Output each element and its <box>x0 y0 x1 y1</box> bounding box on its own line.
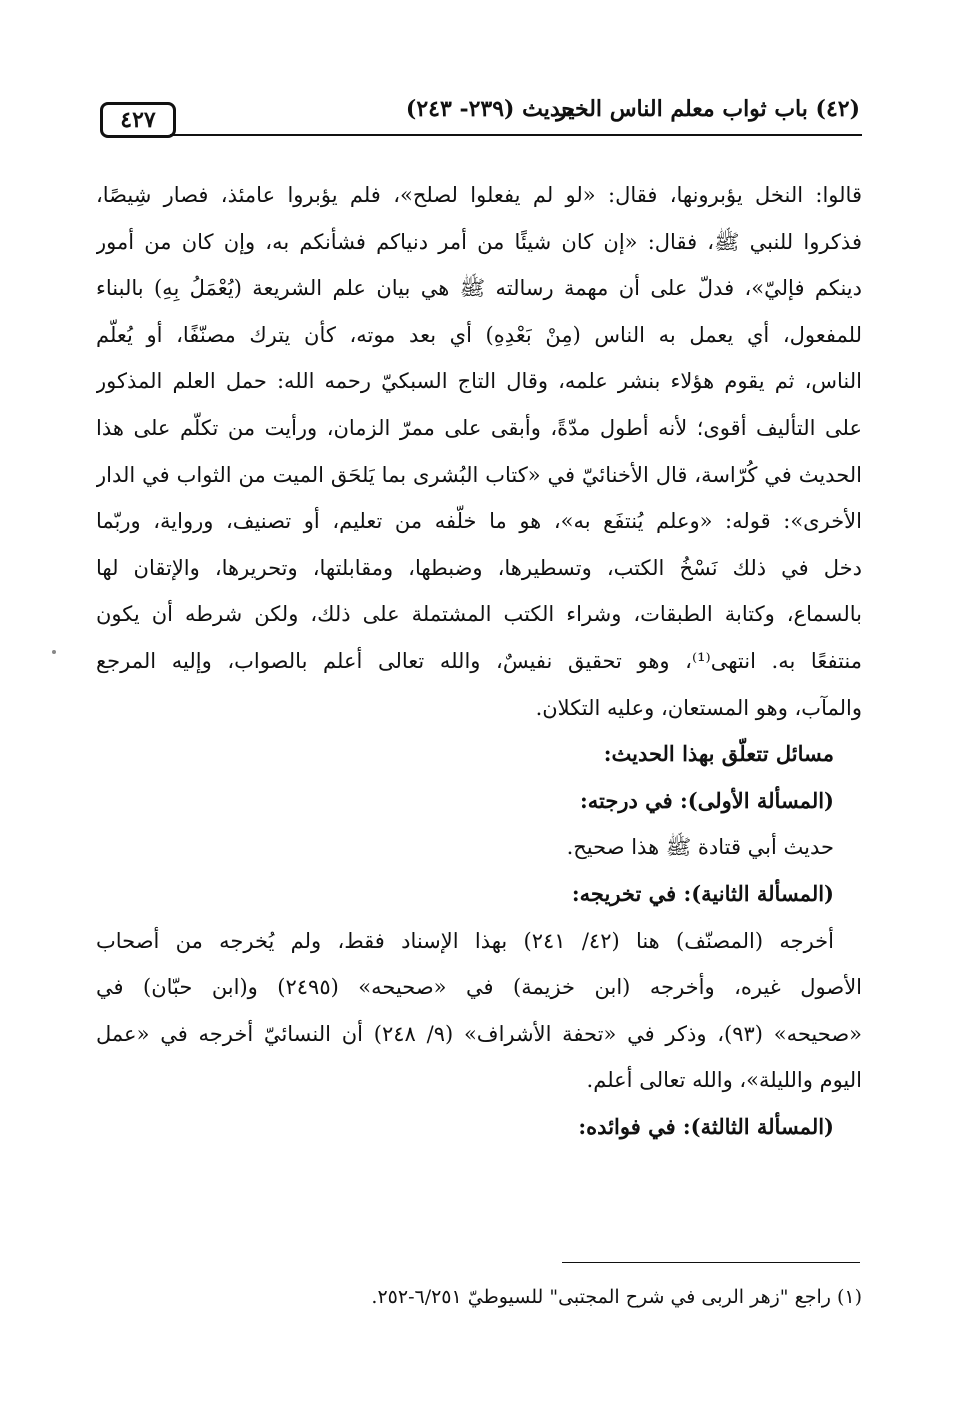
text-line: على التأليف أقوى؛ لأنه أطول مدّةً، وأبقى على ممرّ الزمان، ورأيت من تكلّم على هذا <box>96 415 862 440</box>
page-number: ٤٢٧ <box>120 107 156 133</box>
text-line: فذكروا للنبي ﷺ، فقال: «إن كان شيئًا من أمر دنياكم فشأنكم به، وإن كان من أمور <box>96 229 862 254</box>
text-line: الناس، ثم يقوم هؤلاء بنشر علمه، وقال التاج السبكيّ رحمه الله: حمل العلم المذكور <box>96 369 862 394</box>
text-line: الأصول غيره، وأخرجه (ابن خزيمة) في «صحيحه» (٢٤٩٥) و(ابن حبّان) في <box>96 975 862 1000</box>
hadith-range: حديث (٢٣٩- ٢٤٣) <box>405 96 575 122</box>
body-text <box>96 172 862 1150</box>
margin-mark <box>52 650 56 654</box>
footnote-rule <box>562 1262 860 1263</box>
section-heading: (المسألة الثانية): في تخريجه: <box>571 880 834 906</box>
header-rule <box>170 134 862 136</box>
text-line: اليوم والليلة»، والله تعالى أعلم. <box>586 1068 862 1093</box>
text-line: دينكم فإليّ»، فدلّ على أن مهمة رسالته ﷺ هي بيان علم الشريعة (يُعْمَلُ بِهِ) بالبناء <box>96 276 862 301</box>
text-line: منتفعًا به. انتهى⁽¹⁾، وهو تحقيق نفيسٌ، والله تعالى أعلم بالصواب، وإليه المرجع <box>96 648 862 673</box>
text-line: «صحيحه» (٩٣)، وذكر في «تحفة الأشراف» (٩/ ٢٤٨) أن النسائيّ أخرجه في «عمل <box>96 1021 862 1046</box>
text-line: للمفعول، أي يعمل به الناس (مِنْ بَعْدِهِ) أي بعد موته، كأن يترك مصنّفًا، أو يُعلّم <box>96 322 862 347</box>
chapter-title: (٤٢) باب ثواب معلم الناس الخير <box>556 96 860 122</box>
text-line: الأخرى»: قوله: «وعلم يُنتفَع به»، هو ما خلّفه من تعليم، أو تصنيف، ورواية، وربّما <box>96 509 862 534</box>
page-header <box>100 96 860 136</box>
text-line: قالوا: النخل يؤبرونها، فقال: «لو لم يفعلوا لصلح»، فلم يؤبروا عامئذ، فصار شِيصًا، <box>96 183 862 207</box>
text-line: بالسماع، وكتابة الطبقات، وشراء الكتب المشتملة على ذلك، ولكن شرطه أن يكون <box>96 602 862 627</box>
text-line: حديث أبي قتادة ﷺ هذا صحيح. <box>566 835 834 860</box>
text-line: دخل في ذلك نَسْخُ الكتب، وتسطيرها، وضبطها، ومقابلتها، وتحريرها، والإتقان لها <box>96 555 862 580</box>
text-line: والمآب، وهو المستعان، وعليه التكلان. <box>535 695 862 720</box>
footnote: (١) راجع "زهر الربى في شرح المجتبى" للسيوطيّ ٦/٢٥١-٢٥٢. <box>371 1286 862 1308</box>
section-heading: (المسألة الثالثة): في فوائده: <box>578 1113 834 1139</box>
text-line: الحديث في كُرّاسة، قال الأخنائيّ في «كتاب البُشرى بما يَلحَق الميت من الثواب في الدار <box>96 462 862 487</box>
page-number-box <box>100 102 176 138</box>
text-line: أخرجه (المصنّف) هنا (٤٢/ ٢٤١) بهذا الإسناد فقط، ولم يُخرجه من أصحاب <box>96 928 834 953</box>
section-heading: (المسألة الأولى): في درجته: <box>580 787 834 813</box>
section-heading: مسائل تتعلّق بهذا الحديث: <box>603 741 834 767</box>
